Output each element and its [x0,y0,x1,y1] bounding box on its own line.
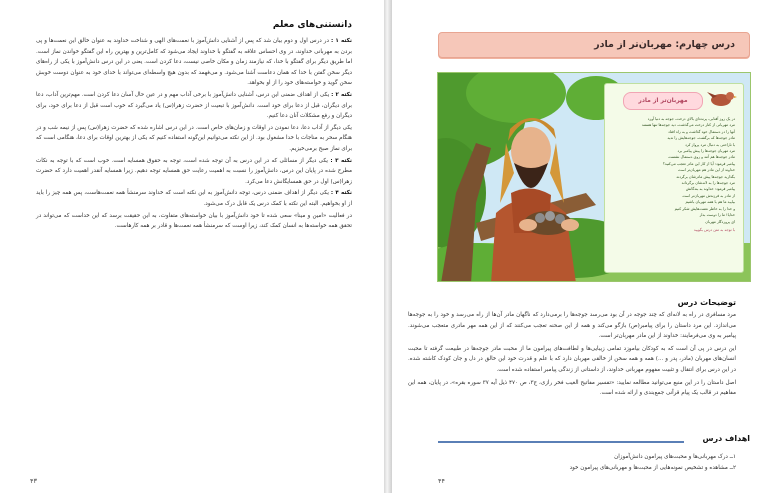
note-paragraph: نکته ۴ : یکی دیگر از اهداف ضمنی درس، توجه دانش‌آموز به این نکته است که خداوند سرمنشأ همه نعمت‌هاست، پس همه چیز را باید از او بخواهیم. البته این نکته با کمک درس یک قابل درک می‌شود. [36,190,352,207]
teacher-notes-body [36,36,352,233]
explanation-paragraph: این درس در پی آن است که به کودکان بیاموزد تمامی زیبایی‌ها و لطافت‌های پیرامون ما از محبت مادر جوجه‌ها در طبیعت گرفته تا محبت انسان‌های مهربان (مادر، پدر و ...) همه و همه سخن از خالقی مهربان دارد که با علم و قدرت خود این خالق در دل و جان کودک کاشته شده. در این درس برای انتقال و تثبیت مفهوم مهربانی خداوند، از داستانی از زندگی پیامبر استفاده شده است. [408,345,736,373]
story-line: از مادر به فرزندش مهربان‌تر است [682,193,735,198]
page-number-left: ۴۳ [30,477,37,485]
story-line: پیامبر فرمود: آیا از کار این مادر تعجب می‌کنید؟ [662,161,735,166]
story-line: در یک روز آفتابی، پرنده‌ای بالای درخت، جوجه به دنیا آورد [647,117,735,121]
story-card-heading: مهربان‌تر از مادر [623,92,703,110]
lesson-explanation-title: توضیحات درس [677,298,736,307]
goal-item: ۱ــ درک مهربانی‌ها و محبت‌های پیرامون دانش‌آموزان [614,454,736,460]
story-line: مادر جوجه‌ها که برگشت، جوجه‌هایش را ندید [667,136,735,141]
story-line: ای پروردگار مهربان [705,219,735,224]
note-paragraph: نکته ۲ : یکی از اهداف ضمنی این درس، آشنایی دانش‌آموز با برخی آداب مهم و در عین حال آسان دعا کردن است. مهم‌ترین آداب، دعا برای دیگران، قبل از دعا برای خود است. دانش‌آموز با تبعیت از حضرت زهرا(س) یاد می‌گیرد که خوب است قبل از دعا برای خود، برای دیگران و رفع مشکلات آنان دعا کنیم. [36,91,352,120]
lesson-goals-header [438,434,750,448]
book-gutter [384,0,392,493]
story-line: مادر جوجه‌ها هم آمد و روی دستمال نشست [668,155,735,160]
note-paragraph: نکته ۱ : در درس اول و دوم بیان شد که پس از آشنایی دانش‌آموز با نعمت‌های الهی و شناخت خداوند به عنوان خالق این نعمت‌ها و پی بردن به مهربانی خداوند، در وی احساس علاقه به گفتگو با خداوند ایجاد می‌شود که کامل‌ترین و بهترین راه این گفتگو خواندن نماز است. اما طریق دیگر برای گفتگو با خدا، که نیازمند زمان و مکان خاصی نیست، دعا کردن است. یعنی در این درس دانش‌آموز با یکی از راه‌های دیگر سخن گفتن با خدا که همان دعاست آشنا می‌شود. و می‌فهمد که بدون هیچ واسطه‌ای می‌تواند با خدای خود به عنوان دوست خوبش سخن گوید و خواسته‌های خود را از او بخواهد. [36,38,352,87]
story-line: و خدا را به خاطر نعمت‌هایش شکر کنیم [674,206,735,211]
teacher-notes-title: دانستنی‌های معلم [272,20,352,30]
story-line: با ناراحتی به دنبال مرد پرواز کرد [685,142,735,147]
note-label: نکته ۲ : [331,91,352,98]
lesson-explanation-body [408,310,736,401]
story-line: مرد مهربان جوجه‌ها را پیش پیامبر برد [677,149,735,154]
note-paragraph: نکته ۳ : یکی دیگر از مسائلی که در این درس به آن توجه شده است، توجه به حقوق همسایه است. خوب است که با توجه به نکات مطرح شده در پایان این درس، دانش‌آموز را نسبت به اهمیت رعایت حق همسایه توجه دهیم. زیرا همسایه آنقدر اهمیت دارد که حضرت زهرا(س) اول در حق همسایگانش دعا می‌کرد. [36,157,353,185]
lesson-goals-title: اهداف درس [702,434,750,443]
goals-divider [438,441,684,443]
lesson-illustration [437,72,751,282]
lesson-banner [438,32,750,58]
lesson-title: درس چهارم: مهربان‌تر از مادر [594,39,735,50]
goal-item: ۲ــ مشاهده و تشخیص نمونه‌هایی از محبت‌ها و مهربانی‌های پیرامون خود [569,464,736,471]
story-line: بیایید ما هم با همه مهربان باشیم [685,200,735,205]
story-line: بگذارید جوجه‌ها پیش مادرشان برگردند [676,174,735,179]
bird-icon [707,86,737,110]
right-page [392,0,768,493]
lesson-goals-list [436,452,736,473]
note-label: نکته ۳ : [330,157,353,164]
story-line: خداوند از این مادر هم مهربان‌تر است [678,168,735,173]
story-line: خدایا! ما را دوست بدار [699,213,735,218]
story-line: آنها را در دستمال خود گذاشت و به راه افتاد [668,129,735,134]
lesson-story-card [604,83,744,273]
explanation-paragraph: مرد مسافری در راه به لانه‌ای که چند جوجه در آن بود می‌رسد جوجه‌ها را برمی‌دارد که ناگهان مادر آن‌ها از راه می‌رسد و خود را به جوجه‌ها می‌اندازد. این مرد داستان را برای پیامبر(ص) بازگو می‌کند و همه از این صحنه تعجب می‌کنند که از این همه مهر مادری متعجب می‌شوند. پیامبر به وی می‌فرمایند: خداوند از این مادر مهربان‌تر است. [408,312,736,340]
note-paragraph: یکی دیگر از آداب دعا، دعا نمودن در اوقات و زمان‌های خاص است. در این درس اشاره شده که حضرت زهرا(س) پس از نیمه شب و در هنگام سحر به مناجات با خدا مشغول بود. از این نکته می‌توانیم این‌گونه استفاده کنیم که یکی از بهترین اوقات برای دعا، هنگامی است که برای نماز صبح برمی‌خیزیم. [36,124,352,152]
story-line: مرد جوجه‌ها را به لانه‌شان برگرداند [681,181,735,186]
note-paragraph: در فعالیت «امین و مینا» سعی شده تا خود دانش‌آموز با بیان خواسته‌های متفاوت، به این حقیقت برسد که این خداست که می‌تواند در تحقق همه خواسته‌ها به انسان کمک کند، زیرا اوست که سرمنشأ همه نعمت‌ها و قادر بر همه کارهاست. [36,212,352,230]
note-label: نکته ۱ : [330,38,352,44]
explanation-paragraph: اصل داستان را در این منبع می‌توانید مطالعه نمایید: «تفسیر مفاتیح الغیب فخر رازی، ج۳، ص ۴۷۰ ذیل آیه ۳۷ سوره بقره»، در پایان، همه این مفاهیم در قالب یک پیام قرآنی جمع‌بندی و ارائه شده است. [408,379,736,397]
story-line: مرد مهربانی از کنار درخت می‌گذشت، دید جوجه‌ها تنها هستند [641,123,735,128]
story-line: پیامبر فرمود: خداوند به بندگانش [685,187,735,192]
page-number-right: ۴۴ [438,477,445,485]
story-card-text [611,116,735,233]
story-footer: با توجه به متن درس بگویید [693,227,735,232]
note-label: نکته ۴ : [330,190,352,197]
